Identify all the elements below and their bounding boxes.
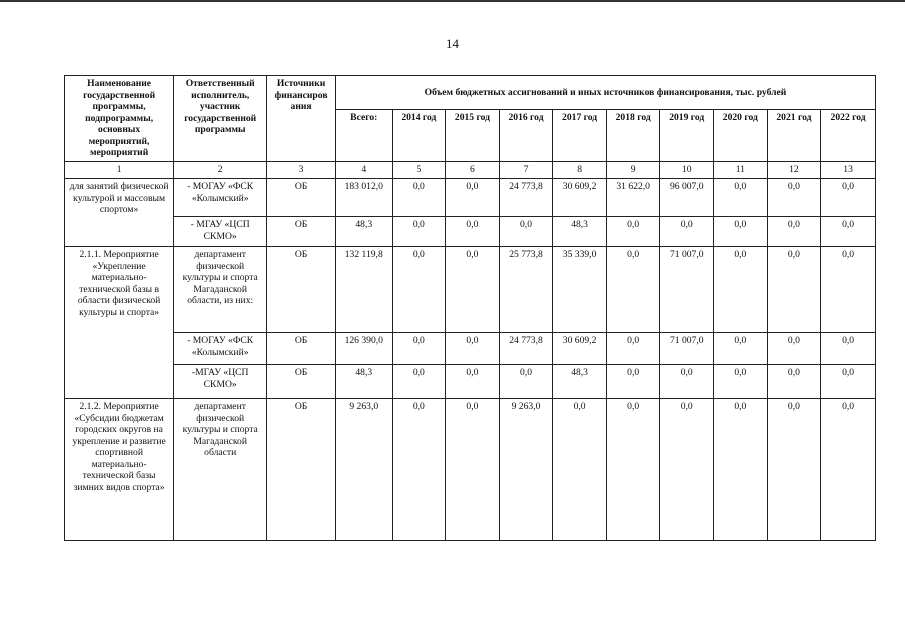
year-value-cell: 0,0 — [606, 247, 660, 333]
year-value-cell: 0,0 — [660, 399, 714, 541]
year-value-cell: 0,0 — [714, 179, 768, 217]
year-value-cell: 0,0 — [767, 399, 821, 541]
year-value-cell: 30 609,2 — [553, 333, 607, 365]
header-year: 2019 год — [660, 110, 714, 162]
year-value-cell: 0,0 — [392, 179, 446, 217]
total-cell: 183 012,0 — [335, 179, 392, 217]
column-number: 9 — [606, 162, 660, 179]
year-value-cell: 0,0 — [767, 217, 821, 247]
year-value-cell: 9 263,0 — [499, 399, 553, 541]
column-number: 3 — [267, 162, 336, 179]
column-number: 4 — [335, 162, 392, 179]
year-value-cell: 0,0 — [446, 365, 500, 399]
activity-name: 2.1.1. Мероприятие «Укрепление материально-технической базы в области физической культуры и спорта» — [65, 247, 174, 399]
header-source: Источники финансиров ания — [267, 76, 336, 162]
activity-name: для занятий физической культурой и массовым спортом» — [65, 179, 174, 247]
year-value-cell: 0,0 — [821, 333, 876, 365]
activity-name: 2.1.2. Мероприятие «Субсидии бюджетам городских округов на укрепление и развитие спортивной материально-технической базы зимних видов спорта» — [65, 399, 174, 541]
total-cell: 48,3 — [335, 365, 392, 399]
table-row — [65, 217, 876, 247]
column-number: 11 — [714, 162, 768, 179]
year-value-cell: 0,0 — [446, 333, 500, 365]
year-value-cell: 0,0 — [606, 399, 660, 541]
year-value-cell: 0,0 — [392, 217, 446, 247]
source-cell: ОБ — [267, 217, 336, 247]
column-number: 8 — [553, 162, 607, 179]
column-number: 12 — [767, 162, 821, 179]
year-value-cell: 0,0 — [714, 333, 768, 365]
executor-cell: департамент физической культуры и спорта Магаданской области — [174, 399, 267, 541]
year-value-cell: 30 609,2 — [553, 179, 607, 217]
year-value-cell: 48,3 — [553, 365, 607, 399]
executor-cell: - МОГАУ «ФСК «Колымский» — [174, 333, 267, 365]
year-value-cell: 0,0 — [714, 247, 768, 333]
year-value-cell: 0,0 — [446, 399, 500, 541]
year-value-cell: 0,0 — [714, 365, 768, 399]
header-year: 2015 год — [446, 110, 500, 162]
year-value-cell: 0,0 — [767, 247, 821, 333]
year-value-cell: 0,0 — [660, 217, 714, 247]
total-cell: 132 119,8 — [335, 247, 392, 333]
column-number: 13 — [821, 162, 876, 179]
header-year: 2020 год — [714, 110, 768, 162]
year-value-cell: 0,0 — [767, 333, 821, 365]
year-value-cell: 0,0 — [499, 365, 553, 399]
table-row — [65, 365, 876, 399]
header-volume: Объем бюджетных ассигнований и иных источников финансирования, тыс. рублей — [335, 76, 875, 110]
year-value-cell: 0,0 — [446, 247, 500, 333]
year-value-cell: 0,0 — [821, 217, 876, 247]
year-value-cell: 0,0 — [821, 399, 876, 541]
header-year: 2022 год — [821, 110, 876, 162]
year-value-cell: 0,0 — [499, 217, 553, 247]
executor-cell: -МГАУ «ЦСП СКМО» — [174, 365, 267, 399]
year-value-cell: 0,0 — [767, 179, 821, 217]
year-value-cell: 0,0 — [767, 365, 821, 399]
year-value-cell: 0,0 — [821, 247, 876, 333]
year-value-cell: 0,0 — [606, 333, 660, 365]
source-cell: ОБ — [267, 333, 336, 365]
year-value-cell: 0,0 — [714, 399, 768, 541]
year-value-cell: 24 773,8 — [499, 333, 553, 365]
header-year: 2018 год — [606, 110, 660, 162]
year-value-cell: 0,0 — [606, 217, 660, 247]
total-cell: 126 390,0 — [335, 333, 392, 365]
year-value-cell: 0,0 — [660, 365, 714, 399]
year-value-cell: 0,0 — [392, 399, 446, 541]
total-cell: 48,3 — [335, 217, 392, 247]
header-year: 2017 год — [553, 110, 607, 162]
year-value-cell: 0,0 — [606, 365, 660, 399]
year-value-cell: 48,3 — [553, 217, 607, 247]
column-number: 7 — [499, 162, 553, 179]
executor-cell: департамент физической культуры и спорта Магаданской области, из них: — [174, 247, 267, 333]
year-value-cell: 0,0 — [446, 179, 500, 217]
year-value-cell: 71 007,0 — [660, 333, 714, 365]
year-value-cell: 0,0 — [446, 217, 500, 247]
header-year: 2014 год — [392, 110, 446, 162]
column-number: 2 — [174, 162, 267, 179]
year-value-cell: 0,0 — [392, 247, 446, 333]
year-value-cell: 25 773,8 — [499, 247, 553, 333]
source-cell: ОБ — [267, 179, 336, 217]
table-row — [65, 179, 876, 217]
year-value-cell: 0,0 — [392, 333, 446, 365]
header-year: 2016 год — [499, 110, 553, 162]
year-value-cell: 35 339,0 — [553, 247, 607, 333]
year-value-cell: 96 007,0 — [660, 179, 714, 217]
header-executor: Ответственный исполнитель, участник государственной программы — [174, 76, 267, 162]
year-value-cell: 0,0 — [714, 217, 768, 247]
total-cell: 9 263,0 — [335, 399, 392, 541]
source-cell: ОБ — [267, 365, 336, 399]
year-value-cell: 0,0 — [553, 399, 607, 541]
year-value-cell: 31 622,0 — [606, 179, 660, 217]
source-cell: ОБ — [267, 247, 336, 333]
page-number: 14 — [446, 36, 459, 51]
table-row — [65, 399, 876, 541]
column-number: 6 — [446, 162, 500, 179]
table-row — [65, 247, 876, 333]
year-value-cell: 24 773,8 — [499, 179, 553, 217]
header-year: Всего: — [335, 110, 392, 162]
source-cell: ОБ — [267, 399, 336, 541]
column-number: 1 — [65, 162, 174, 179]
column-number: 10 — [660, 162, 714, 179]
year-value-cell: 71 007,0 — [660, 247, 714, 333]
header-name: Наименование государственной программы, подпрограммы, основных мероприятий, мероприятий — [65, 76, 174, 162]
top-border-line — [0, 0, 905, 2]
year-value-cell: 0,0 — [392, 365, 446, 399]
table-row — [65, 333, 876, 365]
year-value-cell: 0,0 — [821, 365, 876, 399]
executor-cell: - МОГАУ «ФСК «Колымский» — [174, 179, 267, 217]
header-year: 2021 год — [767, 110, 821, 162]
executor-cell: - МГАУ «ЦСП СКМО» — [174, 217, 267, 247]
budget-table — [64, 75, 876, 541]
column-number: 5 — [392, 162, 446, 179]
year-value-cell: 0,0 — [821, 179, 876, 217]
